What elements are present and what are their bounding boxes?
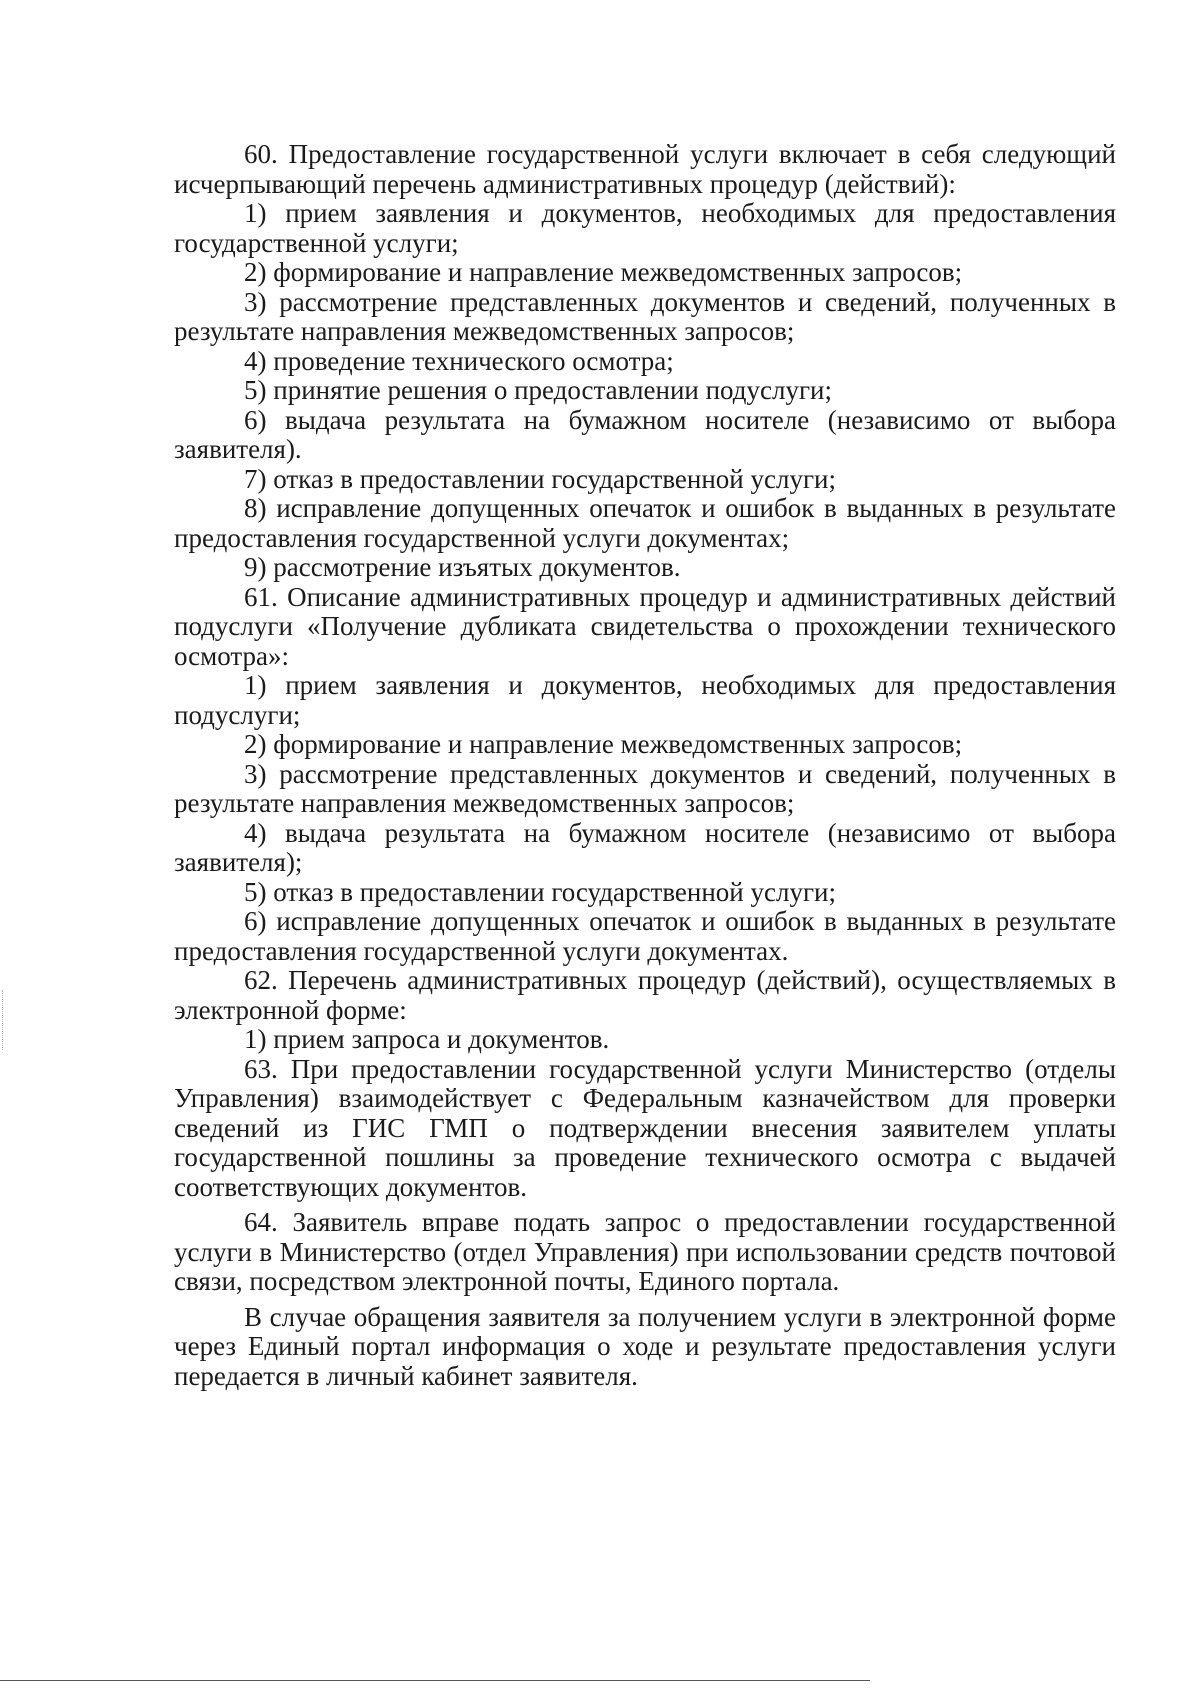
- paragraph-63: 63. При предоставлении государственной услуги Министерство (отделы Управления) взаимодействует с Федеральным казначейством для проверки сведений из ГИС ГМП о подтверждении внесения заявителем уплаты государственной пошлины за проведение технического осмотра с выдачей соответствующих документов.: [174, 1053, 1116, 1202]
- list-item: 8) исправление допущенных опечаток и ошибок в выданных в результате предоставления государственной услуги документах;: [174, 493, 1116, 553]
- list-item: 9) рассмотрение изъятых документов.: [244, 552, 681, 582]
- list-item: 3) рассмотрение представленных документов и сведений, полученных в результате направления межведомственных запросов;: [174, 758, 1116, 818]
- list-item: 2) формирование и направление межведомственных запросов;: [244, 729, 963, 759]
- document-body: [174, 140, 1116, 1391]
- paragraph-60: 60. Предоставление государственной услуги включает в себя следующий исчерпывающий перечень административных процедур (действий):: [174, 139, 1116, 199]
- list-item: 3) рассмотрение представленных документов и сведений, полученных в результате направления межведомственных запросов;: [174, 286, 1116, 346]
- list-item: 1) прием заявления и документов, необходимых для предоставления государственной услуги;: [174, 198, 1116, 258]
- list-item: 5) принятие решения о предоставлении подуслуги;: [244, 375, 832, 405]
- scan-margin-mark: [2, 990, 3, 1050]
- paragraph-electronic-form: В случае обращения заявителя за получением услуги в электронной форме через Единый портал информация о ходе и результате предоставления услуги передается в личный кабинет заявителя.: [174, 1301, 1116, 1391]
- list-item: 6) выдача результата на бумажном носителе (независимо от выбора заявителя).: [174, 404, 1116, 464]
- list-item: 4) выдача результата на бумажном носителе (независимо от выбора заявителя);: [174, 817, 1116, 877]
- scan-bottom-edge-line: [0, 1680, 870, 1681]
- list-item: 6) исправление допущенных опечаток и ошибок в выданных в результате предоставления государственной услуги документах.: [174, 906, 1116, 966]
- list-item: 4) проведение технического осмотра;: [244, 345, 674, 376]
- list-item: 1) прием запроса и документов.: [244, 1024, 610, 1054]
- paragraph-61: 61. Описание административных процедур и административных действий подуслуги «Получение дубликата свидетельства о прохождении технического осмотра»:: [174, 581, 1116, 671]
- list-item: 2) формирование и направление межведомственных запросов;: [244, 257, 963, 287]
- list-item: 1) прием заявления и документов, необходимых для предоставления подуслуги;: [174, 670, 1116, 730]
- paragraph-62: 62. Перечень административных процедур (действий), осуществляемых в электронной форме:: [174, 965, 1116, 1025]
- list-item: 5) отказ в предоставлении государственной услуги;: [244, 876, 836, 907]
- list-item: 7) отказ в предоставлении государственной услуги;: [244, 463, 836, 494]
- paragraph-64: 64. Заявитель вправе подать запрос о предоставлении государственной услуги в Министерство (отдел Управления) при использовании средств почтовой связи, посредством электронной почты, Единого портала.: [174, 1207, 1116, 1296]
